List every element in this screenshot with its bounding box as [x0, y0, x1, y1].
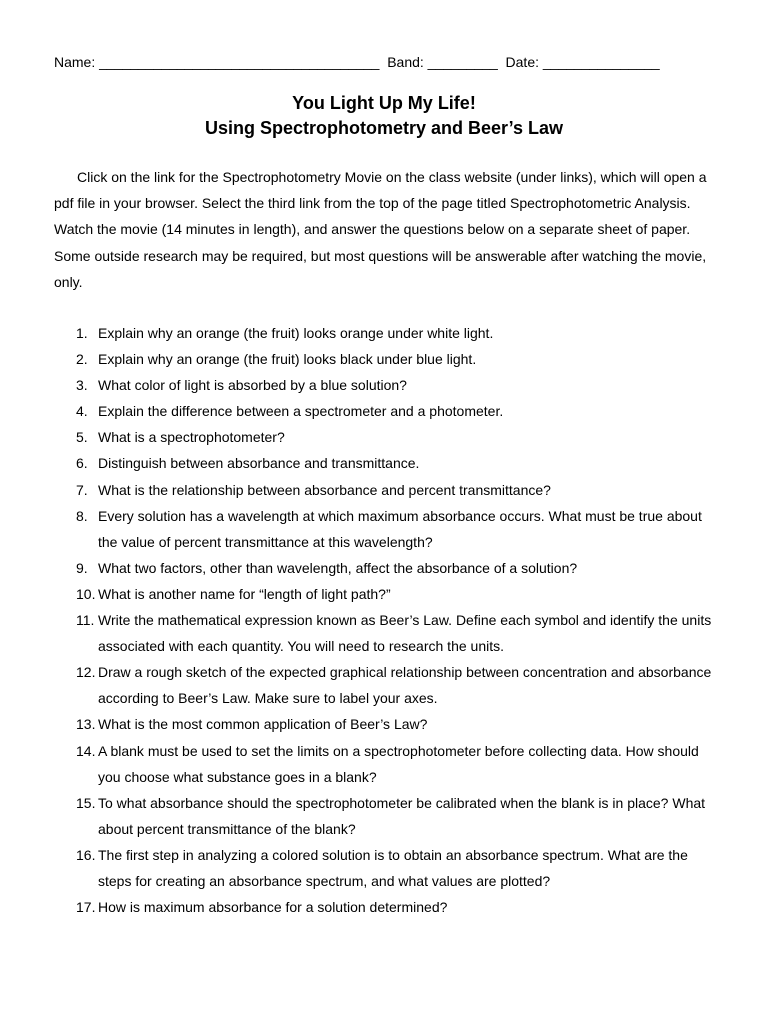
question-text: Explain why an orange (the fruit) looks black under blue light.: [98, 351, 477, 368]
question-number: 2.: [76, 351, 88, 368]
question-text: The first step in analyzing a colored solution is to obtain an absorbance spectrum. What are the steps for creating an absorbance spectrum, and what values are plotted?: [98, 846, 688, 889]
question-item: [0, 320, 718, 346]
question-text: What is the most common application of Beer’s Law?: [98, 716, 428, 733]
question-text: Explain why an orange (the fruit) looks orange under white light.: [98, 325, 494, 341]
question-list: [0, 320, 768, 920]
question-number: 4.: [76, 403, 88, 420]
question-item: [0, 607, 718, 659]
question-text: Every solution has a wavelength at which maximum absorbance occurs. What must be true about the value of percent transmittance at this wavelength?: [98, 507, 702, 550]
question-item: [0, 842, 718, 894]
question-item: [0, 346, 718, 372]
question-item: [0, 503, 718, 555]
question-number: 7.: [76, 481, 88, 498]
question-item: [0, 659, 718, 711]
question-number: 1.: [76, 325, 88, 341]
question-text: Write the mathematical expression known as Beer’s Law. Define each symbol and identify the units associated with each quantity. You will need to research the units.: [98, 612, 712, 655]
question-number: 10.: [76, 585, 96, 602]
question-number: 13.: [76, 716, 96, 733]
question-item: [0, 477, 718, 503]
question-text: A blank must be used to set the limits on a spectrophotometer before collecting data. How should you choose what substance goes in a blank?: [98, 742, 699, 785]
question-number: 5.: [76, 429, 88, 446]
question-number: 12.: [76, 664, 96, 681]
question-number: 9.: [76, 559, 88, 576]
question-number: 17.: [76, 899, 96, 916]
question-text: Distinguish between absorbance and transmittance.: [98, 455, 420, 472]
question-item: [0, 711, 718, 737]
question-number: 11.: [76, 612, 95, 629]
question-item: [0, 894, 718, 920]
title-line-1: You Light Up My Life!: [292, 93, 476, 113]
question-number: 16.: [76, 846, 96, 863]
question-item: [0, 398, 718, 424]
question-item: [0, 581, 718, 607]
question-text: Explain the difference between a spectrometer and a photometer.: [98, 403, 504, 420]
title-line-2: Using Spectrophotometry and Beer’s Law: [204, 118, 564, 138]
question-number: 8.: [76, 507, 88, 524]
question-item: [0, 450, 718, 476]
instructions-paragraph: [54, 164, 718, 295]
instructions-text: Click on the link for the Spectrophotometry Movie on the class website (under links), which will open a pdf file in your browser. Select the third link from the top of the page titled Spectrophotometric Analysis. Watch the movie (14 minutes in length), and answer the questions below on a separate sheet of paper. Some outside research may be required, but most questions will be answerable after watching the movie, only.: [54, 169, 707, 290]
question-number: 3.: [76, 377, 88, 394]
question-text: To what absorbance should the spectrophotometer be calibrated when the blank is in place? What about percent transmittance of the blank?: [98, 794, 706, 837]
question-text: What is the relationship between absorbance and percent transmittance?: [98, 481, 551, 498]
question-text: How is maximum absorbance for a solution determined?: [98, 899, 448, 916]
question-number: 14.: [76, 742, 96, 759]
question-item: [0, 424, 718, 450]
question-item: [0, 372, 718, 398]
question-number: 15.: [76, 794, 96, 811]
question-item: [0, 738, 718, 790]
worksheet-title: [0, 91, 768, 141]
question-text: What two factors, other than wavelength, affect the absorbance of a solution?: [98, 559, 578, 576]
student-info-line: Name: ____________________________________ Band: _________ Date: _______________: [54, 54, 660, 70]
question-item: [0, 555, 718, 581]
question-text: Draw a rough sketch of the expected graphical relationship between concentration and absorbance according to Beer’s Law. Make sure to label your axes.: [98, 664, 712, 707]
question-text: What color of light is absorbed by a blue solution?: [98, 377, 407, 394]
question-item: [0, 790, 718, 842]
question-number: 6.: [76, 455, 88, 472]
question-text: What is a spectrophotometer?: [98, 429, 285, 446]
question-text: What is another name for “length of light path?”: [98, 585, 391, 602]
